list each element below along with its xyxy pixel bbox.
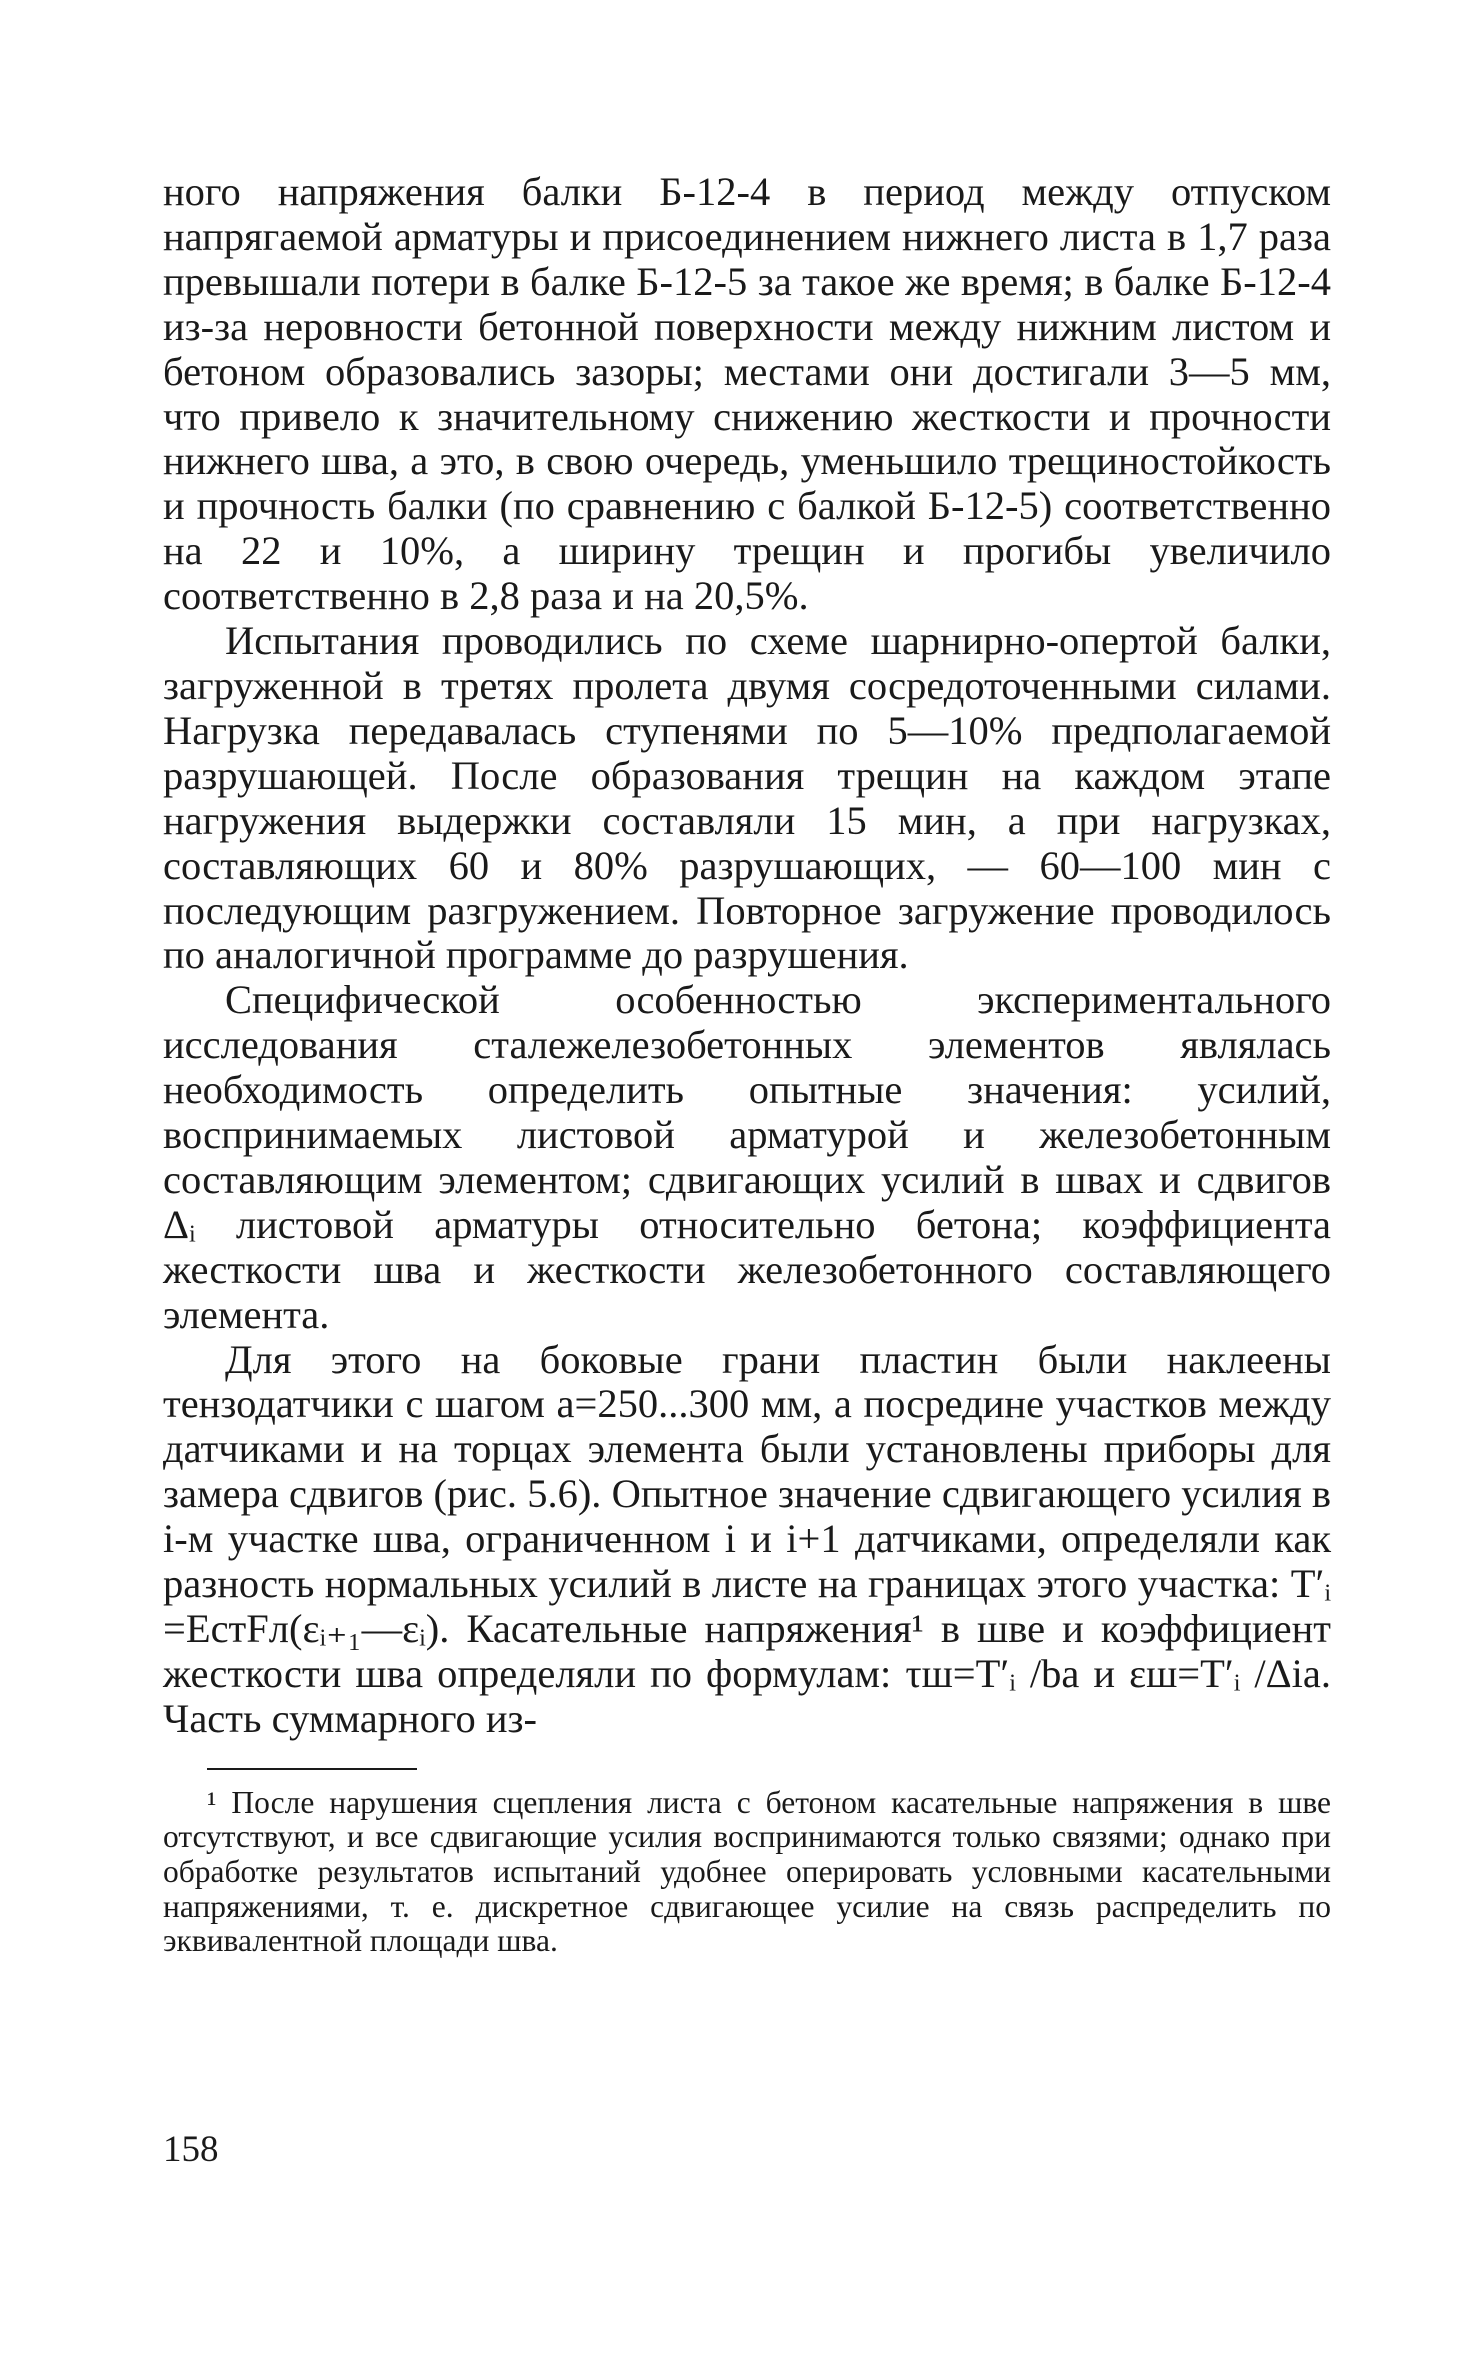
paragraph-2: Испытания проводились по схеме шарнирно-опертой балки, загруженной в третях пролета двумя сосредоточенными силами. Нагрузка передавалась ступенями по 5—10% предполагаемой разрушающей. После образования трещин на каждом этапе нагружения выдержки составляли 15 мин, а при нагрузках, составляющих 60 и 80% разрушающих, — 60—100 мин с последующим разгружением. Повторное загружение проводилось по аналогичной программе до разрушения. — [163, 618, 1331, 978]
paragraph-4: Для этого на боковые грани пластин были наклеены тензодатчики с шагом a=250...300 мм, а посредине участков между датчиками и на торцах элемента были установлены приборы для замера сдвигов (рис. 5.6). Опытное значение сдвигающего усилия в i-м участке шва, ограниченном i и i+1 датчиками, определяли как разность нормальных усилий в листе на границах этого участка: T′ᵢ =EстFл(εᵢ₊₁—εᵢ). Касательные напряжения¹ в шве и коэффициент жесткости шва определяли по формулам: τш=T′ᵢ /ba и εш=T′ᵢ /Δia. Часть суммарного из- — [163, 1336, 1331, 1741]
paragraph-1: ного напряжения балки Б-12-4 в период между отпуском напрягаемой арматуры и присоединением нижнего листа в 1,7 раза превышали потери в балке Б-12-5 за такое же время; в балке Б-12-4 из-за неровности бетонной поверхности между нижним листом и бетоном образовались зазоры; местами они достигали 3—5 мм, что привело к значительному снижению жесткости и прочности нижнего шва, а это, в свою очередь, уменьшило трещиностойкость и прочность балки (по сравнению с балкой Б-12-5) соответственно на 22 и 10%, а ширину трещин и прогибы увеличило соответственно в 2,8 раза и на 20,5%. — [163, 169, 1331, 619]
page-content — [163, 170, 1331, 1959]
paragraph-3: Специфической особенностью экспериментального исследования сталежелезобетонных элементов являлась необходимость определить опытные значения: усилий, воспринимаемых листовой арматурой и железобетонным составляющим элементом; сдвигающих усилий в швах и сдвигов Δᵢ листовой арматуры относительно бетона; коэффициента жесткости шва и жесткости железобетонного составляющего элемента. — [163, 977, 1331, 1337]
footnote-divider — [207, 1768, 417, 1770]
footnote: ¹ После нарушения сцепления листа с бетоном касательные напряжения в шве отсутствуют, и все сдвигающие усилия воспринимаются только связями; однако при обработке результатов испытаний удобнее оперировать условными касательными напряжениями, т. е. дискретное сдвигающее усилие на связь распределить по эквивалентной площади шва. — [163, 1784, 1331, 1959]
page-number: 158 — [163, 2129, 219, 2170]
